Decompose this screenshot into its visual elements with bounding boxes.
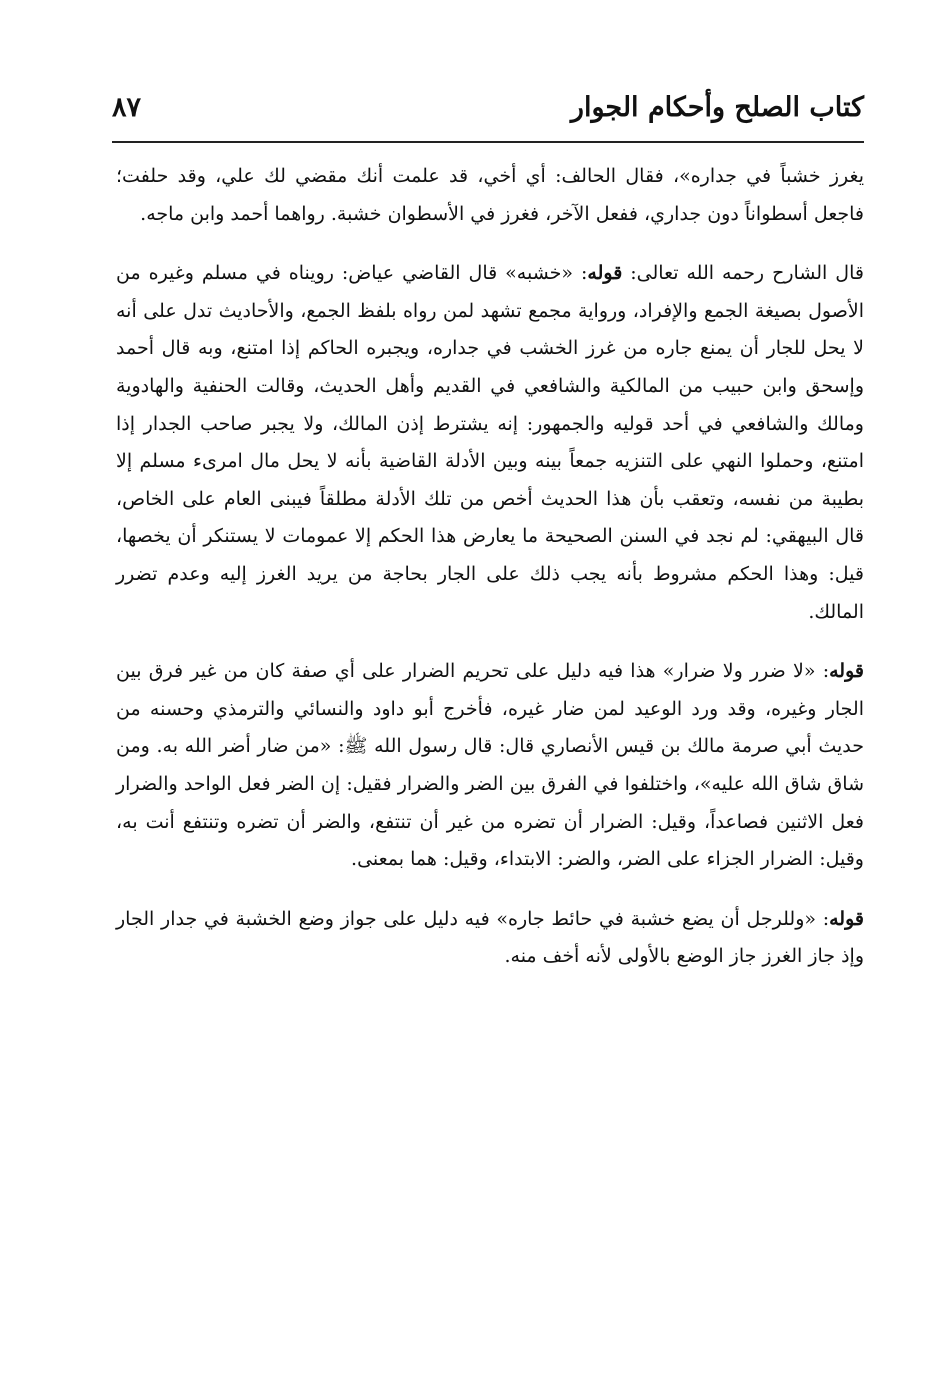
paragraph-3-text: : «لا ضرر ولا ضرار» هذا فيه دليل على تحريم الضرار على أي صفة كان من غير فرق بين الجار وغيره، وقد ورد الوعيد لمن ضار غيره، فأخرج أبو داود والنسائي والترمذي وحسنه من حديث أبي صرمة مالك بن قيس الأنصاري قال: قال رسول الله ﷺ: «من ضار أضر الله به. ومن شاق شاق الله عليه»، واختلفوا في الفرق بين الضر والضرار فقيل: إن الضر فعل الواحد والضرار فعل الاثنين فصاعداً، وقيل: الضرار أن تضره من غير أن تنتفع، والضر أن تضره وتنتفع أنت به، وقيل: الضرار الجزاء على الضر، والضر: الابتداء، وقيل: هما بمعنى. bbox=[116, 660, 864, 871]
paragraph-2-lead: قال الشارح رحمه الله تعالى: bbox=[622, 262, 864, 285]
body-text bbox=[116, 158, 864, 976]
paragraph-2-keyword: قوله bbox=[587, 262, 623, 285]
paragraph-3-keyword: قوله bbox=[829, 660, 864, 683]
paragraph-3 bbox=[116, 653, 864, 879]
paragraph-4-text: : «وللرجل أن يضع خشبة في حائط جاره» فيه دليل على جواز وضع الخشبة في جدار الجار وإذ جاز الغرز جاز الوضع بالأولى لأنه أخف منه. bbox=[116, 907, 864, 968]
paragraph-4 bbox=[116, 901, 864, 976]
page-number: ٨٧ bbox=[112, 92, 142, 123]
paragraph-2-text: : «خشبه» قال القاضي عياض: رويناه في مسلم وغيره من الأصول بصيغة الجمع والإفراد، ورواية مجمع تشهد لمن رواه بلفظ الجمع، والأحاديث تدل على أنه لا يحل للجار أن يمنع جاره من غرز الخشب في جداره، ويجبره الحاكم إذا امتنع، وبه قال أحمد وإسحق وابن حبيب من المالكية والشافعي في القديم وأهل الحديث، وقالت الحنفية والهادوية ومالك والشافعي في أحد قوليه والجمهور: إنه يشترط إذن المالك، ولا يجبر صاحب الجدار إذا امتنع، وحملوا النهي على التنزيه جمعاً بينه وبين الأدلة القاضية بأنه لا يحل مال امرىء مسلم إلا بطيبة من نفسه، وتعقب بأن هذا الحديث أخص من تلك الأدلة مطلقاً فيبنى العام على الخاص، قال البيهقي: لم نجد في السنن الصحيحة ما يعارض هذا الحكم إلا عمومات لا يستنكر أن يخصها، قيل: وهذا الحكم مشروط بأنه يجب ذلك على الجار بحاجة من يريد الغرز إليه وعدم تضرر المالك. bbox=[116, 262, 864, 623]
paragraph-2 bbox=[116, 255, 864, 631]
running-header bbox=[112, 92, 864, 138]
paragraph-1-text: يغرز خشباً في جداره»، فقال الحالف: أي أخي، قد علمت أنك مقضي لك علي، وقد حلفت؛ فاجعل أسطواناً دون جداري، ففعل الآخر، فغرز في الأسطوان خشبة. رواهما أحمد وابن ماجه. bbox=[116, 165, 864, 225]
header-rule bbox=[112, 141, 864, 143]
chapter-title: كتاب الصلح وأحكام الجوار bbox=[570, 92, 864, 123]
paragraph-1 bbox=[116, 158, 864, 233]
paragraph-4-keyword: قوله bbox=[829, 907, 864, 930]
